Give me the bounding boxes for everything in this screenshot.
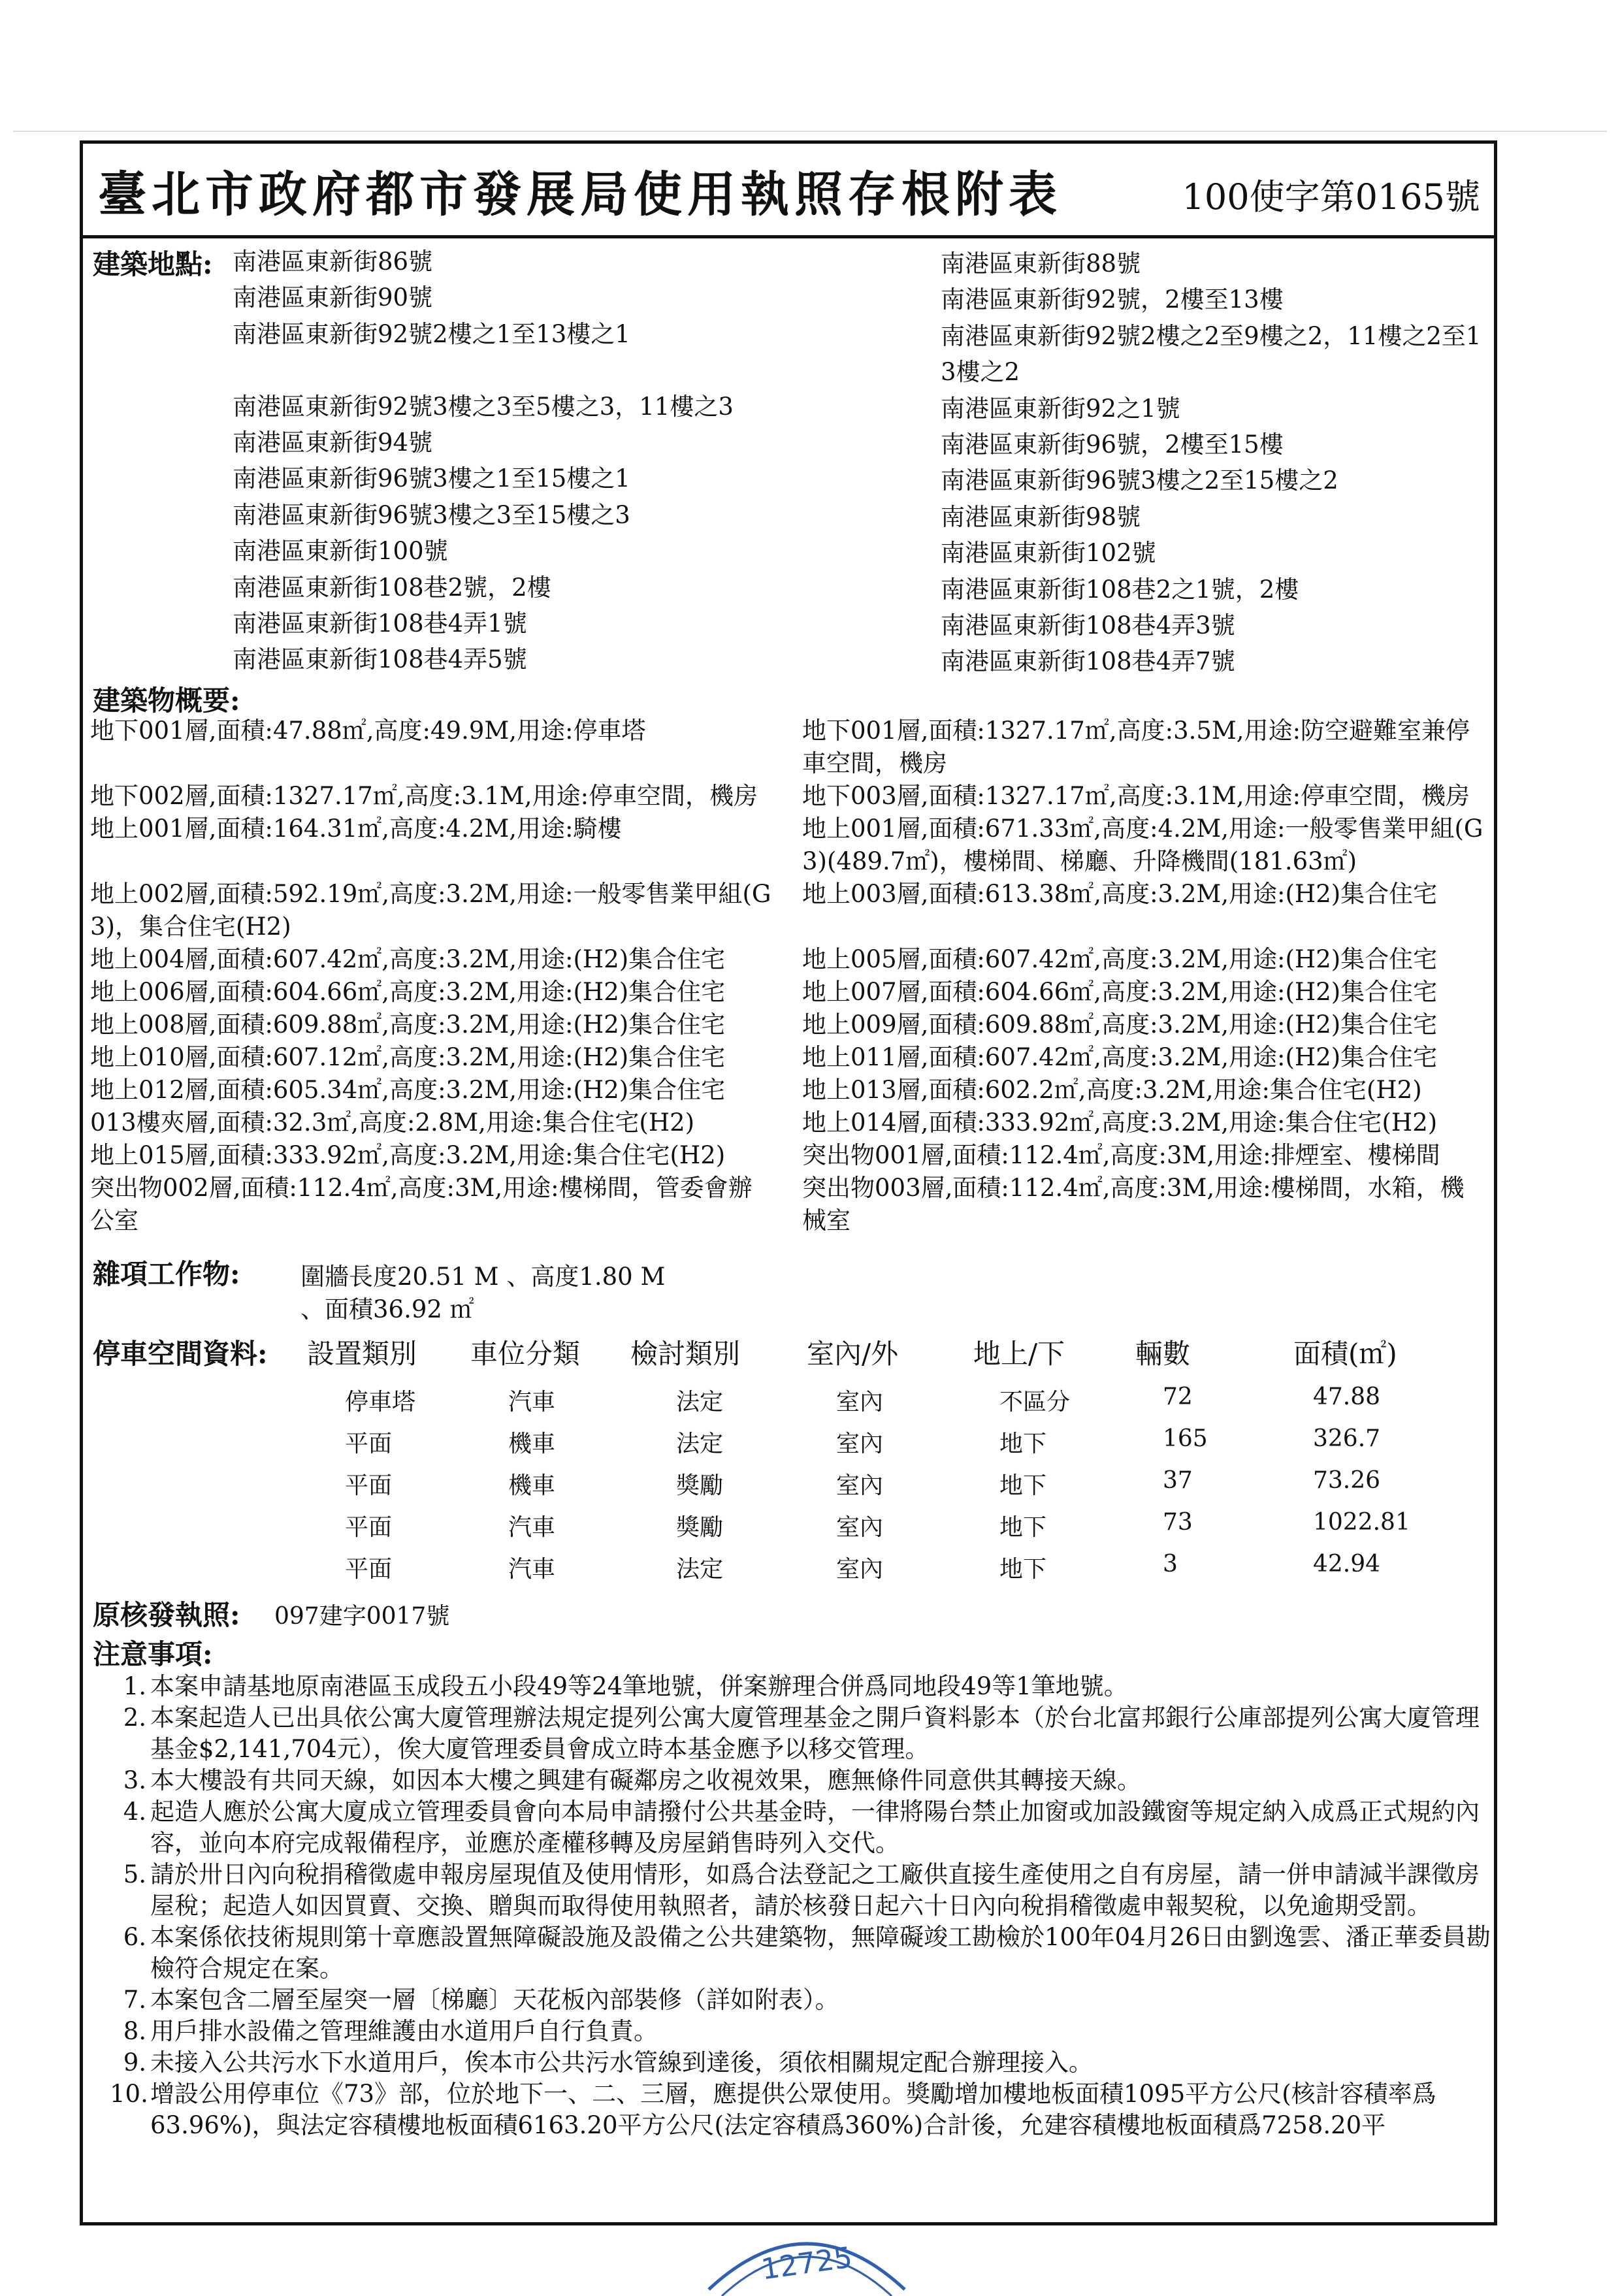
parking-cell: 73 [1163, 1509, 1193, 1536]
parking-cell: 室內 [836, 1472, 884, 1499]
parking-cell: 汽車 [508, 1514, 556, 1541]
note-item [110, 2078, 1501, 2141]
floor-entry [802, 878, 1498, 943]
floor-entry-line: 地下001層,面積:1327.17㎡,高度:3.5M,用途:防空避難室兼停 [802, 717, 1470, 745]
note-number: 4. [123, 1798, 146, 1826]
floor-entry [802, 1009, 1498, 1041]
floor-entry [802, 1074, 1498, 1107]
floor-entry-line: 3)(489.7㎡)，樓梯間、梯廳、升降機間(181.63㎡) [802, 847, 1357, 875]
address-list-right [941, 246, 1496, 680]
floor-entry [90, 780, 789, 813]
parking-cell: 法定 [676, 1431, 724, 1457]
note-text: 未接入公共污水下水道用戶，俟本市公共污水管線到達後，須依相關規定配合辦理接入。 [150, 2048, 1093, 2077]
address-line: 南港區東新街96號，2樓至15樓 [941, 430, 1284, 459]
floor-entry-line: 突出物001層,面積:112.4㎡,高度:3M,用途:排煙室、樓梯間 [802, 1141, 1440, 1169]
floor-entry [90, 715, 789, 780]
parking-cell: 室內 [836, 1514, 884, 1541]
address-line: 南港區東新街108巷2之1號，2樓 [941, 575, 1299, 604]
floor-entry [90, 813, 789, 878]
floor-entry-line: 突出物003層,面積:112.4㎡,高度:3M,用途:樓梯間，水箱，機 [802, 1174, 1465, 1202]
note-item [110, 1796, 1501, 1859]
original-permit-label: 原核發執照: [93, 1599, 240, 1631]
floor-entry-line: 地上008層,面積:609.88㎡,高度:3.2M,用途:(H2)集合住宅 [90, 1011, 726, 1039]
floor-entry-line: 地上002層,面積:592.19㎡,高度:3.2M,用途:一般零售業甲組(G [90, 880, 771, 908]
parking-row [0, 1462, 1620, 1504]
floor-entry [802, 813, 1498, 878]
parking-cell: 法定 [676, 1556, 724, 1583]
address-line: 南港區東新街92號3樓之3至5樓之3，11樓之3 [233, 392, 734, 421]
note-number: 7. [123, 1986, 146, 2014]
address-line: 南港區東新街98號 [941, 502, 1141, 531]
note-item [110, 1922, 1501, 1984]
floor-entry [90, 1041, 789, 1074]
floor-entry [802, 715, 1498, 780]
floor-entry [802, 1041, 1498, 1074]
address-line: 3樓之2 [941, 358, 1020, 387]
floor-list-right [802, 715, 1498, 1237]
floor-entry-line: 地上006層,面積:604.66㎡,高度:3.2M,用途:(H2)集合住宅 [90, 978, 726, 1006]
parking-cell: 地下 [999, 1431, 1047, 1457]
floor-entry-line: 地上005層,面積:607.42㎡,高度:3.2M,用途:(H2)集合住宅 [802, 945, 1438, 973]
address-list-left [233, 244, 820, 678]
parking-cell: 47.88 [1313, 1383, 1381, 1410]
address-line: 南港區東新街86號 [233, 248, 433, 276]
notes-list [110, 1671, 1501, 2141]
address-line: 南港區東新街88號 [941, 250, 1141, 278]
seal-stamp [699, 2185, 915, 2296]
parking-cell: 地下 [999, 1556, 1047, 1583]
note-number: 5. [123, 1860, 146, 1888]
parking-label: 停車空間資料: [93, 1338, 268, 1370]
floor-entry-line: 地上014層,面積:333.92㎡,高度:3.2M,用途:集合住宅(H2) [802, 1108, 1438, 1137]
misc-works-line: 、面積36.92 ㎡ [300, 1295, 474, 1323]
note-text: 本案包含二層至屋突一層〔梯廳〕天花板內部裝修（詳如附表）。 [150, 1986, 839, 2014]
parking-cell: 73.26 [1313, 1467, 1381, 1494]
address-line: 南港區東新街108巷4弄5號 [233, 645, 527, 674]
floor-entry-line: 地下002層,面積:1327.17㎡,高度:3.1M,用途:停車空間，機房 [90, 782, 758, 810]
parking-cell: 地下 [999, 1514, 1047, 1541]
address-line: 南港區東新街108巷4弄1號 [233, 609, 527, 638]
note-number: 10. [110, 2080, 148, 2108]
floor-entry-line [90, 845, 789, 878]
misc-works-label: 雜項工作物: [93, 1258, 240, 1290]
notes-label: 注意事項: [93, 1638, 213, 1670]
address-line: 南港區東新街96號3樓之2至15樓之2 [941, 466, 1338, 495]
floor-entry-line: 013樓夾層,面積:32.3㎡,高度:2.8M,用途:集合住宅(H2) [90, 1108, 695, 1137]
parking-cell: 不區分 [999, 1389, 1071, 1415]
floor-entry-line: 車空間，機房 [802, 749, 947, 777]
parking-cell: 機車 [508, 1472, 556, 1499]
parking-cell: 法定 [676, 1389, 724, 1415]
floor-entry-line: 3)，集合住宅(H2) [90, 913, 291, 941]
floor-entry-line: 地下001層,面積:47.88㎡,高度:49.9M,用途:停車塔 [90, 717, 646, 745]
building-summary-label: 建築物概要: [93, 685, 240, 717]
floor-entry-line: 公室 [90, 1206, 138, 1235]
floor-entry [802, 780, 1498, 813]
parking-header-cell: 檢討類別 [630, 1338, 741, 1370]
note-item [110, 1859, 1501, 1922]
parking-cell: 326.7 [1313, 1425, 1381, 1452]
address-line [233, 352, 820, 388]
address-line: 南港區東新街92號2樓之1至13樓之1 [233, 319, 630, 348]
misc-works-value [300, 1261, 758, 1326]
parking-cell: 平面 [345, 1472, 393, 1499]
address-line: 南港區東新街102號 [941, 539, 1156, 568]
note-item [110, 2016, 1501, 2047]
original-permit-value: 097建字0017號 [274, 1603, 450, 1630]
address-line: 南港區東新街100號 [233, 537, 448, 566]
address-line: 南港區東新街94號 [233, 428, 433, 457]
floor-entry [90, 1074, 789, 1107]
parking-cell: 獎勵 [676, 1514, 724, 1541]
scan-edge-line [13, 131, 1607, 132]
parking-header-cell: 車位分類 [470, 1338, 581, 1370]
stamp-number: 12725 [759, 2240, 854, 2287]
parking-cell: 室內 [836, 1431, 884, 1457]
note-text: 本案起造人已出具依公寓大廈管理辦法規定提列公寓大廈管理基金之開戶資料影本（於台北富邦銀行公庫部提列公寓大廈管理基金$2,141,704元），俟大廈管理委員會成立時本基金應予以移交管理。 [150, 1704, 1480, 1763]
floor-list-left [90, 715, 789, 1237]
note-item [110, 2047, 1501, 2078]
parking-cell: 平面 [345, 1514, 393, 1541]
parking-row [0, 1504, 1620, 1545]
floor-entry [90, 878, 789, 943]
floor-entry-line: 地上011層,面積:607.42㎡,高度:3.2M,用途:(H2)集合住宅 [802, 1043, 1438, 1071]
parking-cell: 汽車 [508, 1389, 556, 1415]
address-line: 南港區東新街96號3樓之3至15樓之3 [233, 500, 630, 529]
note-text: 本案申請基地原南港區玉成段五小段49等24筆地號，併案辦理合併爲同地段49等1筆地號。 [150, 1672, 1128, 1700]
parking-cell: 平面 [345, 1431, 393, 1457]
floor-entry [90, 943, 789, 976]
floor-entry-line [90, 747, 789, 780]
floor-entry [802, 1172, 1498, 1237]
floor-entry-line: 地上001層,面積:164.31㎡,高度:4.2M,用途:騎樓 [90, 815, 622, 843]
floor-entry [802, 1107, 1498, 1139]
misc-works-line: 圍牆長度20.51 M 、高度1.80 M [300, 1263, 666, 1291]
floor-entry-line: 地上010層,面積:607.12㎡,高度:3.2M,用途:(H2)集合住宅 [90, 1043, 726, 1071]
floor-entry-line: 地下003層,面積:1327.17㎡,高度:3.1M,用途:停車空間，機房 [802, 782, 1470, 810]
note-number: 3. [123, 1766, 146, 1794]
address-label: 建築地點: [93, 248, 213, 280]
parking-cell: 72 [1163, 1383, 1193, 1410]
note-text: 用戶排水設備之管理維護由水道用戶自行負責。 [150, 2017, 658, 2045]
address-line: 南港區東新街108巷2號，2樓 [233, 573, 551, 602]
parking-cell: 3 [1163, 1551, 1178, 1577]
note-number: 6. [123, 1923, 146, 1951]
parking-row [0, 1420, 1620, 1462]
document-header [80, 140, 1497, 238]
parking-cell: 室內 [836, 1389, 884, 1415]
parking-cell: 42.94 [1313, 1551, 1381, 1577]
parking-header-cell: 面積(㎡) [1293, 1338, 1397, 1370]
note-text: 起造人應於公寓大廈成立管理委員會向本局申請撥付公共基金時，一律將陽台禁止加窗或加設鐵窗等規定納入成爲正式規約內容，並向本府完成報備程序，並應於產權移轉及房屋銷售時列入交代。 [150, 1798, 1480, 1857]
floor-entry [90, 1139, 789, 1172]
address-line: 南港區東新街90號 [233, 283, 433, 312]
parking-cell: 室內 [836, 1556, 884, 1583]
floor-entry [90, 1107, 789, 1139]
floor-entry-line: 械室 [802, 1206, 850, 1235]
floor-entry [802, 943, 1498, 976]
floor-entry-line: 突出物002層,面積:112.4㎡,高度:3M,用途:樓梯間，管委會辦 [90, 1174, 753, 1202]
note-number: 1. [123, 1672, 146, 1700]
note-item [110, 1671, 1501, 1702]
parking-cell: 機車 [508, 1431, 556, 1457]
note-number: 2. [123, 1704, 146, 1732]
note-number: 9. [123, 2048, 146, 2077]
floor-entry-line: 地上015層,面積:333.92㎡,高度:3.2M,用途:集合住宅(H2) [90, 1141, 726, 1169]
floor-entry [802, 976, 1498, 1009]
address-line: 南港區東新街92號，2樓至13樓 [941, 285, 1284, 314]
floor-entry-line [802, 911, 1498, 943]
parking-row [0, 1378, 1620, 1420]
address-line: 南港區東新街108巷4弄7號 [941, 647, 1235, 676]
parking-header-cell: 設置類別 [307, 1338, 417, 1370]
floor-entry-line: 地上001層,面積:671.33㎡,高度:4.2M,用途:一般零售業甲組(G [802, 815, 1483, 843]
floor-entry [90, 976, 789, 1009]
parking-cell: 37 [1163, 1467, 1193, 1494]
parking-header-cell: 室內/外 [807, 1338, 899, 1370]
parking-cell: 地下 [999, 1472, 1047, 1499]
note-text: 增設公用停車位《73》部，位於地下一、二、三層，應提供公眾使用。獎勵增加樓地板面積1095平方公尺(核計容積率爲63.96%)，與法定容積樓地板面積6163.20平方公尺(法定容積爲360%)合計後，允建容積樓地板面積爲7258.20平 [150, 2080, 1436, 2139]
address-line: 南港區東新街92號2樓之2至9樓之2，11樓之2至1 [941, 321, 1482, 350]
note-item [110, 1702, 1501, 1765]
address-line: 南港區東新街96號3樓之1至15樓之1 [233, 464, 630, 493]
parking-cell: 1022.81 [1313, 1509, 1410, 1536]
note-text: 請於卅日內向稅捐稽徵處申報房屋現值及使用情形，如爲合法登記之工廠供直接生產使用之自有房屋，請一併申請減半課徵房屋稅；起造人如因買賣、交換、贈與而取得使用執照者，請於核發日起六十日內向稅捐稽徵處申報契稅，以免逾期受罰。 [150, 1860, 1480, 1920]
floor-entry-line: 地上007層,面積:604.66㎡,高度:3.2M,用途:(H2)集合住宅 [802, 978, 1438, 1006]
note-number: 8. [123, 2017, 146, 2045]
note-item [110, 1765, 1501, 1796]
address-line: 南港區東新街92之1號 [941, 394, 1180, 423]
floor-entry [802, 1139, 1498, 1172]
parking-cell: 平面 [345, 1556, 393, 1583]
note-text: 本大樓設有共同天線，如因本大樓之興建有礙鄰房之收視效果，應無條件同意供其轉接天線。 [150, 1766, 1141, 1794]
parking-cell: 獎勵 [676, 1472, 724, 1499]
address-line: 南港區東新街108巷4弄3號 [941, 611, 1235, 640]
parking-row [0, 1545, 1620, 1587]
parking-cell: 汽車 [508, 1556, 556, 1583]
note-item [110, 1984, 1501, 2016]
floor-entry [90, 1009, 789, 1041]
permit-number: 100使字第0165號 [1182, 176, 1480, 218]
parking-cell: 停車塔 [345, 1389, 416, 1415]
parking-cell: 165 [1163, 1425, 1208, 1452]
floor-entry-line: 地上004層,面積:607.42㎡,高度:3.2M,用途:(H2)集合住宅 [90, 945, 726, 973]
floor-entry-line: 地上003層,面積:613.38㎡,高度:3.2M,用途:(H2)集合住宅 [802, 880, 1438, 908]
document-title: 臺北市政府都市發展局使用執照存根附表 [98, 167, 1062, 223]
note-text: 本案係依技術規則第十章應設置無障礙設施及設備之公共建築物，無障礙竣工勘檢於100年04月26日由劉逸雲、潘正華委員勘檢符合規定在案。 [150, 1923, 1491, 1982]
floor-entry-line: 地上013層,面積:602.2㎡,高度:3.2M,用途:集合住宅(H2) [802, 1076, 1422, 1104]
parking-header-cell: 輛數 [1135, 1338, 1191, 1370]
parking-header-cell: 地上/下 [973, 1338, 1065, 1370]
floor-entry [90, 1172, 789, 1237]
floor-entry-line: 地上012層,面積:605.34㎡,高度:3.2M,用途:(H2)集合住宅 [90, 1076, 726, 1104]
floor-entry-line: 地上009層,面積:609.88㎡,高度:3.2M,用途:(H2)集合住宅 [802, 1011, 1438, 1039]
